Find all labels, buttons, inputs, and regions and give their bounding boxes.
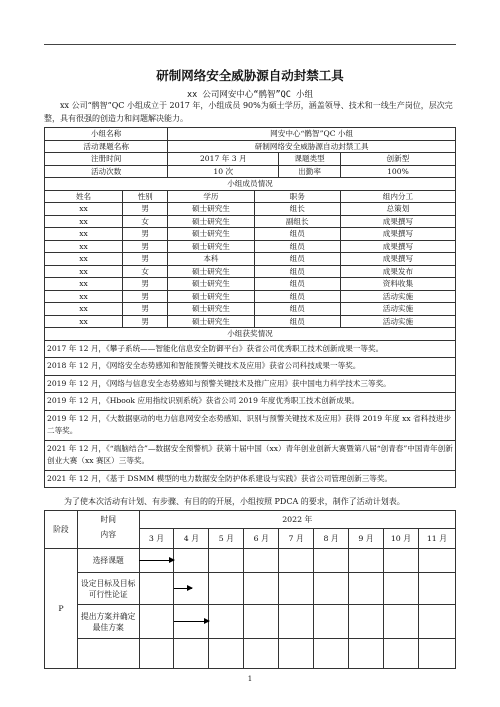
month-cell	[244, 605, 279, 639]
member-cell: 男	[123, 278, 168, 291]
member-cell: 硕士研究生	[168, 290, 254, 303]
member-cell: 硕士研究生	[168, 265, 254, 278]
member-cell: 组员	[254, 278, 340, 291]
member-cell: 组员	[254, 253, 340, 266]
member-cell: 女	[123, 215, 168, 228]
month-cell	[349, 549, 384, 573]
member-cell: 本科	[168, 253, 254, 266]
team-name-label: 小组名称	[45, 128, 168, 141]
month-cell	[279, 605, 314, 639]
member-cell: 男	[123, 303, 168, 316]
plan-intro-paragraph: 为了使本次活动有计划、有步骤、有目的的开展，小组按照 PDCA 的要求，制作了活动计划表。	[64, 497, 405, 506]
activity-plan-table	[44, 510, 456, 669]
attendance-value: 100%	[340, 165, 455, 178]
member-cell: 成果撰写	[340, 228, 455, 241]
team-name-value: 网安中心“鹘智”QC 小组	[168, 128, 456, 141]
month-cell	[418, 605, 455, 639]
document-subtitle: xx 公司网安中心“鹘智”QC 小组	[187, 90, 313, 100]
member-row	[45, 215, 456, 228]
member-cell: 组员	[254, 303, 340, 316]
gantt-arrow	[139, 560, 174, 561]
member-cell: 成果撰写	[340, 215, 455, 228]
member-cell: 男	[123, 228, 168, 241]
member-row	[45, 278, 456, 291]
member-cell: 活动实施	[340, 290, 455, 303]
month-cell	[139, 573, 174, 605]
member-cell: 成果撰写	[340, 240, 455, 253]
stage-header: 阶段	[45, 511, 78, 549]
award-item: 2018 年 12 月，《网络安全态势感知和智能预警关键技术及应用》获省公司科技成果一等奖。	[45, 358, 456, 376]
member-cell: 活动实施	[340, 315, 455, 328]
month-cell	[209, 549, 244, 573]
award-item: 2017 年 12 月，《攀子系统——智能化信息安全防御平台》获省公司优秀职工技术创新成果一等奖。	[45, 340, 456, 358]
month-cell	[279, 573, 314, 605]
month-cell	[314, 573, 349, 605]
page-number: 1	[247, 675, 253, 683]
month-header: 4 月	[174, 529, 209, 549]
column-header: 性别	[123, 190, 168, 203]
month-cell	[209, 639, 244, 669]
registration-value: 2017 年 3 月	[168, 153, 279, 166]
month-header: 9 月	[349, 529, 384, 549]
column-header: 职务	[254, 190, 340, 203]
month-cell	[349, 639, 384, 669]
award-item: 2019 年 12 月，《Hbook 应用指纹识别系统》获省公司 2019 年度优秀职工技术创新成果。	[45, 393, 456, 411]
column-header: 学历	[168, 190, 254, 203]
member-cell: 女	[123, 265, 168, 278]
month-cell	[174, 639, 209, 669]
member-cell: 副组长	[254, 215, 340, 228]
member-cell: 硕士研究生	[168, 315, 254, 328]
task-label: 设定目标及目标可行性论证	[77, 573, 139, 605]
phase-label: P	[45, 549, 78, 669]
member-cell: xx	[45, 215, 123, 228]
year-header: 2022 年	[139, 511, 455, 529]
task-label: 提出方案并确定最佳方案	[77, 605, 139, 639]
member-cell: 男	[123, 240, 168, 253]
members-column-header-row	[45, 190, 456, 203]
award-item: 2021 年 12 月，《“端脑结合”—数据安全预警机》获第十届中国（xx）青年创业创新大赛暨第八届“创青春”中国青年创新创业大赛（xx 赛区）三等奖。	[45, 440, 456, 470]
month-cell	[279, 549, 314, 573]
registration-label: 注册时间	[45, 153, 168, 166]
member-cell: 活动实施	[340, 303, 455, 316]
month-header: 3 月	[139, 529, 174, 549]
topic-type-value: 创新型	[340, 153, 455, 166]
plan-task-row	[45, 573, 456, 605]
topic-label: 活动课题名称	[45, 140, 168, 153]
member-row	[45, 203, 456, 216]
month-cell	[383, 573, 418, 605]
member-cell: xx	[45, 303, 123, 316]
task-label: 选择课题	[77, 549, 139, 573]
month-header: 7 月	[279, 529, 314, 549]
month-cell	[209, 605, 244, 639]
member-cell: 组长	[254, 203, 340, 216]
member-cell: 组员	[254, 315, 340, 328]
month-header: 10 月	[383, 529, 418, 549]
month-cell	[314, 549, 349, 573]
month-cell	[383, 605, 418, 639]
member-row	[45, 290, 456, 303]
month-cell	[279, 639, 314, 669]
member-cell: 成果撰写	[340, 253, 455, 266]
month-header: 5 月	[209, 529, 244, 549]
member-cell: xx	[45, 278, 123, 291]
gantt-arrow	[174, 621, 209, 622]
intro-paragraph: xx 公司“鹘智”QC 小组成立于 2017 年，小组成员 90%为硕士学历，涵盖领导、技术和一线生产岗位，层次完整，具有很强的创造力和问题解决能力。	[44, 101, 453, 123]
month-header: 8 月	[314, 529, 349, 549]
month-cell	[77, 639, 139, 669]
members-section-header: 小组成员情况	[45, 178, 456, 191]
gantt-arrow	[174, 588, 192, 589]
member-cell: xx	[45, 265, 123, 278]
content-header: 内容	[77, 529, 139, 549]
header-rule	[44, 44, 456, 45]
column-header: 姓名	[45, 190, 123, 203]
topic-value: 研制网络安全威胁源自动封禁工具	[168, 140, 456, 153]
member-cell: 硕士研究生	[168, 228, 254, 241]
member-cell: 硕士研究生	[168, 303, 254, 316]
month-cell	[314, 639, 349, 669]
document-title: 研制网络安全威胁源自动封禁工具	[156, 68, 344, 83]
topic-type-label: 课题类型	[279, 153, 341, 166]
member-row	[45, 265, 456, 278]
month-header: 6 月	[244, 529, 279, 549]
month-cell	[244, 573, 279, 605]
team-info-table	[44, 127, 456, 488]
member-cell: xx	[45, 315, 123, 328]
month-cell	[139, 605, 174, 639]
member-cell: xx	[45, 240, 123, 253]
month-cell	[349, 573, 384, 605]
month-cell	[383, 639, 418, 669]
member-cell: 硕士研究生	[168, 215, 254, 228]
member-cell: xx	[45, 203, 123, 216]
member-cell: 资料收集	[340, 278, 455, 291]
month-cell	[418, 549, 455, 573]
member-cell: 男	[123, 253, 168, 266]
month-cell	[383, 549, 418, 573]
member-cell: 组员	[254, 228, 340, 241]
member-row	[45, 253, 456, 266]
month-cell	[244, 639, 279, 669]
member-row	[45, 315, 456, 328]
awards-section-header: 小组获奖情况	[45, 328, 456, 341]
month-cell	[209, 573, 244, 605]
attendance-label: 出勤率	[279, 165, 341, 178]
member-cell: 组员	[254, 265, 340, 278]
activity-count-value: 10 次	[168, 165, 279, 178]
member-cell: 男	[123, 203, 168, 216]
plan-task-row	[45, 549, 456, 573]
member-row	[45, 228, 456, 241]
member-cell: 硕士研究生	[168, 240, 254, 253]
award-item: 2021 年 12 月，《基于 DSMM 模型的电力数据安全防护体系建设与实践》获省公司管理创新三等奖。	[45, 470, 456, 488]
activity-count-label: 活动次数	[45, 165, 168, 178]
month-cell	[418, 573, 455, 605]
member-cell: xx	[45, 253, 123, 266]
member-cell: 男	[123, 315, 168, 328]
member-cell: 组员	[254, 290, 340, 303]
member-cell: 硕士研究生	[168, 278, 254, 291]
time-header: 时间	[77, 511, 139, 529]
member-cell: xx	[45, 290, 123, 303]
member-cell: 硕士研究生	[168, 203, 254, 216]
award-item: 2019 年 12 月，《网络与信息安全态势感知与预警关键技术及推广应用》获中国电力科学技术三等奖。	[45, 375, 456, 393]
member-cell: 成果发布	[340, 265, 455, 278]
member-cell: 组员	[254, 240, 340, 253]
member-row	[45, 303, 456, 316]
month-cell	[139, 639, 174, 669]
month-cell	[314, 605, 349, 639]
member-row	[45, 240, 456, 253]
member-cell: xx	[45, 228, 123, 241]
award-item: 2019 年 12 月，《大数据驱动的电力信息网安全态势感知、识别与预警关键技术及应用》获得 2019 年度 xx 省科技进步二等奖。	[45, 410, 456, 440]
month-cell	[174, 549, 209, 573]
column-header: 组内分工	[340, 190, 455, 203]
month-header: 11 月	[418, 529, 455, 549]
month-cell	[418, 639, 455, 669]
plan-task-row	[45, 605, 456, 639]
member-cell: 总策划	[340, 203, 455, 216]
month-cell	[349, 605, 384, 639]
month-cell	[244, 549, 279, 573]
member-cell: 男	[123, 290, 168, 303]
